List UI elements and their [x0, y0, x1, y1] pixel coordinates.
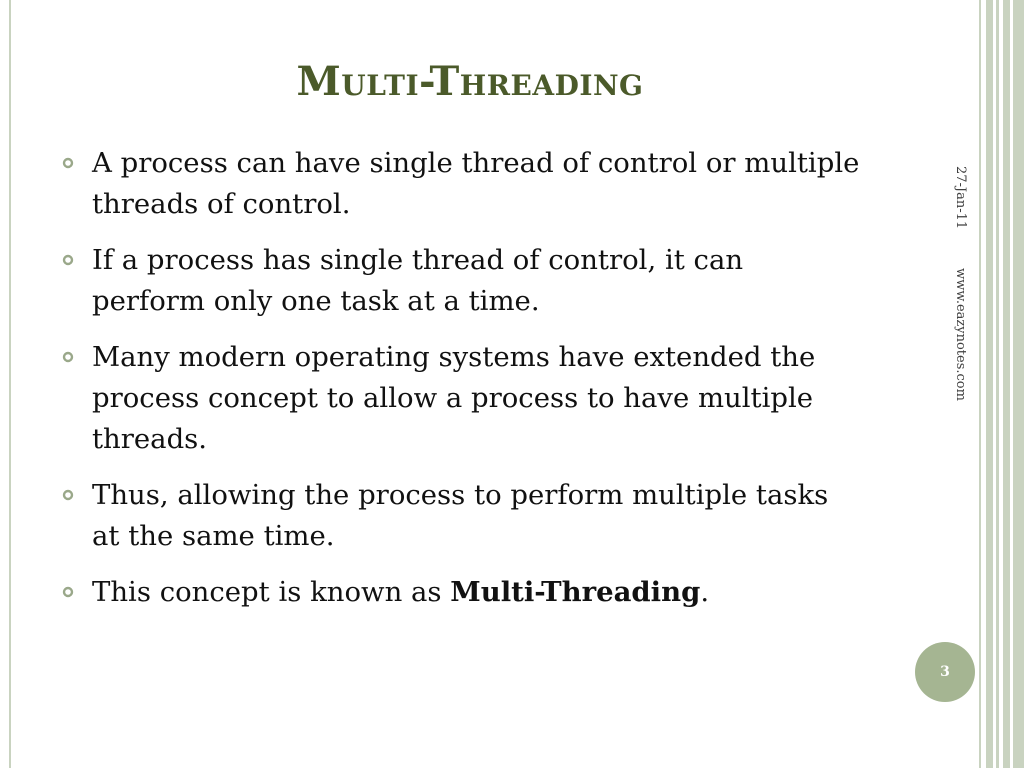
right-stripe: [979, 0, 981, 768]
page-number-badge: 3: [915, 642, 975, 702]
bullet-list: [62, 143, 862, 628]
ring-bullet-icon: [62, 351, 74, 363]
bullet-item: [62, 143, 862, 225]
website-url: www.eazynotes.com: [953, 268, 968, 401]
right-stripe: [986, 0, 993, 768]
ring-bullet-icon: [62, 254, 74, 266]
slide-date: 27-Jan-11: [953, 166, 968, 230]
bullet-text: A process can have single thread of control or multiple threads of control.: [92, 147, 860, 220]
ring-bullet-icon: [62, 157, 74, 169]
bullet-text-prefix: This concept is known as: [92, 576, 451, 608]
bullet-item: [62, 240, 862, 322]
right-stripe: [996, 0, 999, 768]
bullet-text-suffix: .: [700, 576, 710, 608]
bullet-text: If a process has single thread of control, it can perform only one task at a time.: [92, 244, 744, 317]
left-border-rule: [9, 0, 11, 768]
bullet-item: [62, 572, 862, 613]
bullet-item: [62, 475, 862, 557]
ring-bullet-icon: [62, 489, 74, 501]
bullet-text: Many modern operating systems have extended the process concept to allow a process to have multiple threads.: [92, 341, 816, 455]
bullet-bold-term: Multi-Threading: [450, 576, 701, 608]
bullet-item: [62, 337, 862, 460]
ring-bullet-icon: [62, 586, 74, 598]
right-stripe-gap: [1010, 0, 1013, 768]
slide-title: Multi-Threading: [296, 58, 644, 105]
right-stripe: [1003, 0, 1024, 768]
bullet-text: Thus, allowing the process to perform multiple tasks at the same time.: [92, 479, 829, 552]
